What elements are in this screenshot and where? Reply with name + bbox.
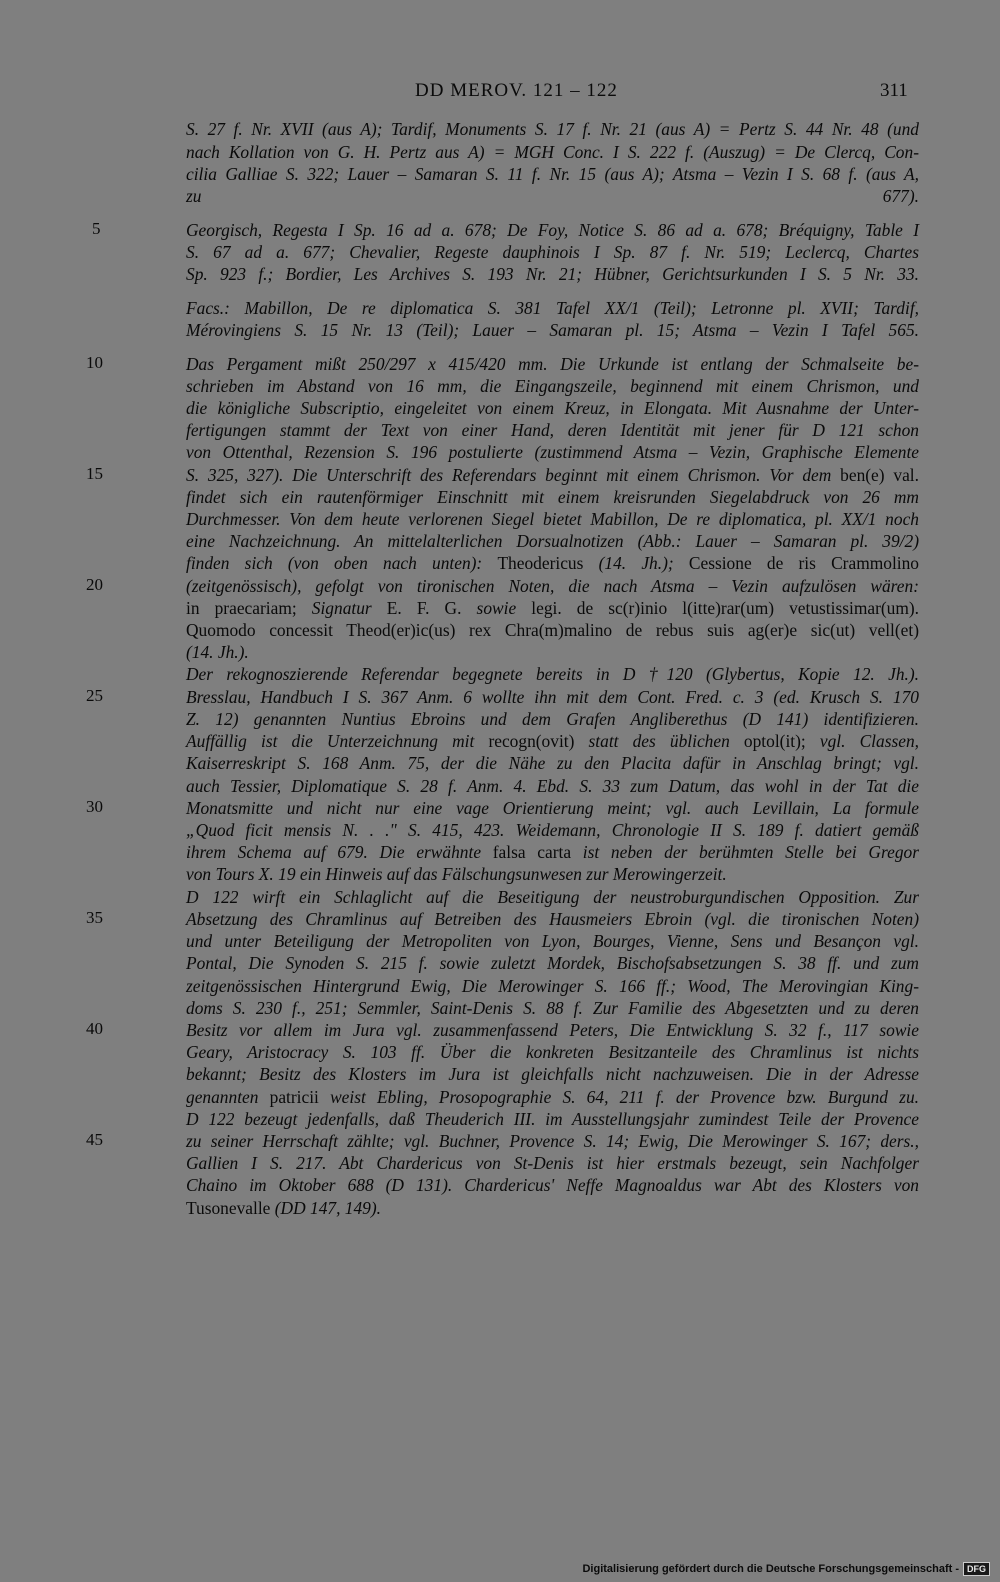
text-line	[186, 353, 919, 375]
italic-segment: fertigungen stammt der Text von einer Hand, deren Identität mit jener für D 121 schon	[186, 420, 919, 440]
roman-segment: Tusonevalle	[186, 1198, 271, 1218]
digitization-footer	[582, 1562, 990, 1576]
dfg-logo: DFG	[963, 1562, 990, 1576]
italic-segment: (14. Jh.);	[583, 553, 689, 573]
italic-segment: weist Ebling, Prosopographie S. 64, 211 f. der Provence bzw. Burgund zu.	[318, 1087, 919, 1107]
text-line	[186, 775, 919, 797]
text-line	[186, 1197, 919, 1219]
line-number: 15	[86, 464, 103, 483]
italic-segment: und unter Beteiligung der Metropoliten von Lyon, Bourges, Vienne, Sens und Besançon vgl.	[186, 931, 919, 951]
roman-segment: Theodericus	[497, 553, 584, 573]
roman-segment: optol(it);	[743, 731, 806, 751]
text-line	[186, 597, 919, 619]
text-line	[186, 530, 919, 552]
italic-segment: (zeitgenössisch), gefolgt von tironischen Noten, die nach Atsma – Vezin aufzulösen wären:	[186, 576, 919, 596]
text-line	[186, 1019, 919, 1041]
italic-segment: S. 27 f. Nr. XVII (aus A); Tardif, Monuments S. 17 f. Nr. 21 (aus A) = Pertz S. 44 Nr. 48 (und	[186, 119, 919, 139]
text-line	[186, 552, 919, 574]
italic-segment: Durchmesser. Von dem heute verlorenen Siegel bietet Mabillon, De re diplomatica, pl. XX/1 noch	[186, 509, 919, 529]
italic-segment: bekannt; Besitz des Klosters im Jura ist gleichfalls nicht nachzuweisen. Die in der Adresse	[186, 1064, 919, 1084]
text-line	[186, 441, 919, 463]
roman-segment: Cessione de ris Crammolino	[688, 553, 919, 573]
italic-segment: zu 677).	[186, 186, 919, 206]
text-line	[186, 863, 919, 885]
line-number: 10	[86, 353, 103, 372]
page-number: 311	[880, 80, 908, 101]
text-line	[186, 730, 919, 752]
italic-segment: zeitgenössischen Hintergrund Ewig, Die Merowinger S. 166 ff.; Wood, The Merovingian King-	[186, 976, 919, 996]
text-line	[186, 930, 919, 952]
italic-segment: von Tours X. 19 ein Hinweis auf das Fälschungsunwesen zur Merowingerzeit.	[186, 864, 727, 884]
line-number: 40	[86, 1019, 103, 1038]
italic-segment: Absetzung des Chramlinus auf Betreiben des Hausmeiers Ebroin (vgl. die tironischen Noten)	[186, 909, 919, 929]
italic-segment: von Ottenthal, Rezension S. 196 postulierte (zustimmend Atsma – Vezin, Graphische Elemente	[186, 442, 919, 462]
italic-segment: genannten	[186, 1087, 270, 1107]
italic-segment: Der rekognoszierende Referendar begegnete bereits in D †120 (Glybertus, Kopie 12. Jh.).	[186, 664, 919, 684]
line-number: 25	[86, 686, 103, 705]
italic-segment: Bresslau, Handbuch I S. 367 Anm. 6 wollte ihn mit dem Cont. Fred. c. 3 (ed. Krusch S. 170	[186, 687, 919, 707]
italic-segment: doms S. 230 f., 251; Semmler, Saint-Denis S. 88 f. Zur Familie des Abgesetzten und zu deren	[186, 998, 919, 1018]
footer-text: Digitalisierung gefördert durch die Deutsche Forschungsgemeinschaft -	[582, 1563, 959, 1575]
text-line	[186, 797, 919, 819]
italic-segment: ihrem Schema auf 679. Die erwähnte	[186, 842, 493, 862]
italic-segment: (14. Jh.).	[186, 642, 249, 662]
italic-segment: Monatsmitte und nicht nur eine vage Orientierung meint; vgl. auch Levillain, La formule	[186, 798, 919, 818]
roman-segment: E. F. G.	[386, 598, 462, 618]
text-line	[186, 1041, 919, 1063]
text-line	[186, 686, 919, 708]
text-line	[186, 464, 919, 486]
text-line	[186, 575, 919, 597]
text-line	[186, 1152, 919, 1174]
text-line	[186, 1108, 919, 1130]
text-line	[186, 397, 919, 419]
roman-segment: falsa carta	[492, 842, 572, 862]
text-line	[186, 975, 919, 997]
italic-segment: nach Kollation von G. H. Pertz aus A) = MGH Conc. I S. 222 f. (Auszug) = De Clercq, Con-	[186, 142, 919, 162]
line-number: 30	[86, 797, 103, 816]
text-line	[186, 1130, 919, 1152]
italic-segment: die königliche Subscriptio, eingeleitet von einem Kreuz, in Elongata. Mit Ausnahme der Unter-	[186, 398, 919, 418]
italic-segment: Geary, Aristocracy S. 103 ff. Über die konkreten Besitzanteile des Chramlinus ist nichts	[186, 1042, 919, 1062]
italic-segment: S. 67 ad a. 677; Chevalier, Regeste dauphinois I Sp. 87 f. Nr. 519; Leclercq, Chartes	[186, 242, 919, 262]
text-line	[186, 752, 919, 774]
text-line	[186, 297, 919, 319]
italic-segment: sowie	[461, 598, 532, 618]
text-line	[186, 619, 919, 641]
line-number: 35	[86, 908, 103, 927]
roman-segment: Quomodo concessit Theod(er)ic(us) rex Chra(m)malino de rebus suis ag(er)e sic(ut) vell(et)	[186, 620, 919, 640]
text-line	[186, 952, 919, 974]
italic-segment: Gallien I S. 217. Abt Chardericus von St-Denis ist hier erstmals bezeugt, sein Nachfolger	[186, 1153, 919, 1173]
italic-segment: Auffällig ist die Unterzeichnung mit	[186, 731, 489, 751]
roman-segment: patricii	[269, 1087, 319, 1107]
italic-segment: (DD 147, 149).	[270, 1198, 382, 1218]
italic-segment: cilia Galliae S. 322; Lauer – Samaran S. 11 f. Nr. 15 (aus A); Atsma – Vezin I S. 68 f. (aus A,	[186, 164, 919, 184]
text-line	[186, 708, 919, 730]
italic-segment: Kaiserreskript S. 168 Anm. 75, der die Nähe zu den Placita dafür in Anschlag bringt; vgl.	[186, 753, 919, 773]
italic-segment: D 122 wirft ein Schlaglicht auf die Beseitigung der neustroburgundischen Opposition. Zur	[186, 887, 919, 907]
italic-segment: ist neben der berühmten Stelle bei Gregor	[571, 842, 919, 862]
italic-segment: S. 325, 327). Die Unterschrift des Referendars beginnt mit einem Chrismon. Vor dem	[186, 465, 841, 485]
italic-segment: Besitz vor allem im Jura vgl. zusammenfassend Peters, Die Entwicklung S. 32 f., 117 sowie	[186, 1020, 919, 1040]
text-line	[186, 508, 919, 530]
italic-segment: findet sich ein rautenförmiger Einschnitt mit einem kreisrunden Siegelabdruck von 26 mm	[186, 487, 919, 507]
text-line	[186, 819, 919, 841]
italic-segment: Georgisch, Regesta I Sp. 16 ad a. 678; De Foy, Notice S. 86 ad a. 678; Bréquigny, Table I	[186, 220, 919, 240]
text-line	[186, 375, 919, 397]
line-number: 5	[92, 219, 101, 238]
text-line	[186, 241, 919, 263]
text-line	[186, 641, 919, 663]
italic-segment: schrieben im Abstand von 16 mm, die Eingangszeile, beginnend mit einem Chrismon, und	[186, 376, 919, 396]
text-line	[186, 219, 919, 241]
italic-segment: zu seiner Herrschaft zählte; vgl. Buchner, Provence S. 14; Ewig, Die Merowinger S. 167; ders.,	[186, 1131, 919, 1151]
italic-segment: Signatur	[296, 598, 387, 618]
italic-segment: Chaino im Oktober 688 (D 131). Chardericus' Neffe Magnoaldus war Abt des Klosters von	[186, 1175, 919, 1195]
text-line	[186, 263, 919, 285]
roman-segment: recogn(ovit)	[488, 731, 575, 751]
text-line	[186, 908, 919, 930]
roman-segment: legi. de sc(r)inio l(itte)rar(um) vetustissimar(um).	[531, 598, 920, 618]
italic-segment: Pontal, Die Synoden S. 215 f. sowie zuletzt Mordek, Bischofsabsetzungen S. 38 ff. und zum	[186, 953, 919, 973]
text-line	[186, 185, 919, 207]
running-head: DD MEROV. 121 – 122	[415, 80, 618, 101]
text-line	[186, 886, 919, 908]
italic-segment: statt des üblichen	[574, 731, 744, 751]
italic-segment: Das Pergament mißt 250/297 x 415/420 mm. Die Urkunde ist entlang der Schmalseite be-	[186, 354, 919, 374]
italic-segment: auch Tessier, Diplomatique S. 28 f. Anm. 4. Ebd. S. 33 zum Datum, das wohl in der Tat die	[186, 776, 919, 796]
text-line	[186, 118, 919, 140]
italic-segment: „Quod ficit mensis N. . ." S. 415, 423. Weidemann, Chronologie II S. 189 f. datiert gemäß	[186, 820, 919, 840]
text-line	[186, 319, 919, 341]
text-line	[186, 1086, 919, 1108]
text-line	[186, 1063, 919, 1085]
italic-segment: eine Nachzeichnung. An mittelalterlichen Dorsualnotizen (Abb.: Lauer – Samaran pl. 39/2)	[186, 531, 919, 551]
roman-segment: in praecariam;	[186, 598, 297, 618]
italic-segment: finden sich (von oben nach unten):	[186, 553, 498, 573]
text-line	[186, 141, 919, 163]
text-line	[186, 1174, 919, 1196]
text-line	[186, 486, 919, 508]
text-line	[186, 663, 919, 685]
italic-segment: D 122 bezeugt jedenfalls, daß Theuderich III. im Ausstellungsjahr zumindest Teile der Provence	[186, 1109, 919, 1129]
italic-segment: Sp. 923 f.; Bordier, Les Archives S. 193 Nr. 21; Hübner, Gerichtsurkunden I S. 5 Nr. 33.	[186, 264, 919, 284]
line-number: 20	[86, 575, 103, 594]
text-line	[186, 419, 919, 441]
italic-segment: Facs.: Mabillon, De re diplomatica S. 381 Tafel XX/1 (Teil); Letronne pl. XVII; Tardif,	[186, 298, 919, 318]
line-number: 45	[86, 1130, 103, 1149]
text-line	[186, 163, 919, 185]
text-line	[186, 997, 919, 1019]
italic-segment: Z. 12) genannten Nuntius Ebroins und dem Grafen Angliberethus (D 141) identifizieren.	[186, 709, 919, 729]
text-line	[186, 841, 919, 863]
italic-segment: vgl. Classen,	[805, 731, 919, 751]
roman-segment: ben(e) val.	[840, 465, 919, 485]
italic-segment: Mérovingiens S. 15 Nr. 13 (Teil); Lauer – Samaran pl. 15; Atsma – Vezin I Tafel 565.	[186, 320, 919, 340]
